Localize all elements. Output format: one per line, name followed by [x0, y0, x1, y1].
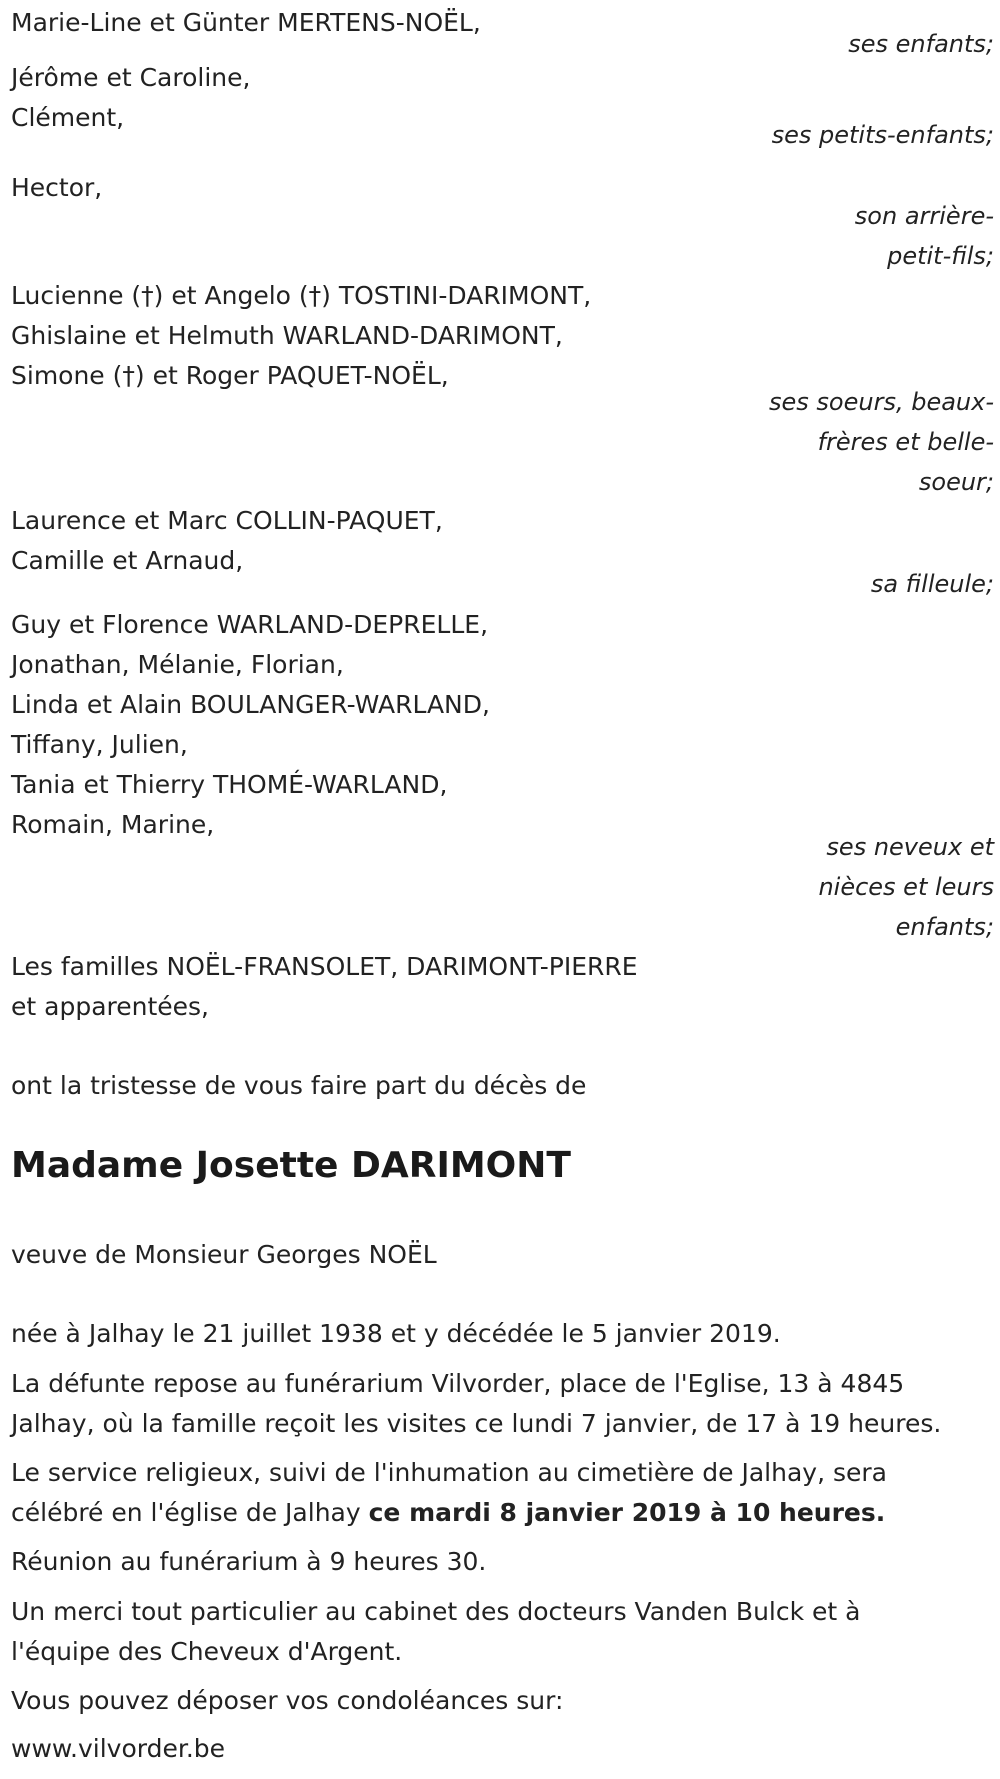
service-line-2 — [11, 1493, 885, 1533]
family-name-line: Ghislaine et Helmuth WARLAND-DARIMONT, — [11, 321, 563, 350]
family-name-line: Tiffany, Julien, — [11, 730, 188, 759]
birth-death-text: née à Jalhay le 21 juillet 1938 et y décédée le 5 janvier 2019. — [11, 1319, 781, 1348]
website-link[interactable]: www.vilvorder.be — [11, 1734, 226, 1763]
family-name-line: Simone (†) et Roger PAQUET-NOËL, — [11, 361, 449, 390]
family-name-line: Tania et Thierry THOMÉ-WARLAND, — [11, 770, 448, 799]
funerarium-line-1: La défunte repose au funérarium Vilvorder, place de l'Eglise, 13 à 4845 — [11, 1369, 905, 1398]
meeting-text: Réunion au funérarium à 9 heures 30. — [11, 1547, 487, 1576]
family-name-line: Les familles NOËL-FRANSOLET, DARIMONT-PIERRE — [11, 952, 638, 981]
family-name-line: Clément, — [11, 103, 125, 132]
relation-line: ses enfants; — [848, 30, 994, 58]
family-name-line: Marie-Line et Günter MERTENS-NOËL, — [11, 8, 481, 37]
relation-line: ses soeurs, beaux- — [769, 388, 994, 416]
family-name-line: Lucienne (†) et Angelo (†) TOSTINI-DARIMONT, — [11, 281, 592, 310]
relation-line: petit-fils; — [887, 242, 994, 270]
family-name-line: Guy et Florence WARLAND-DEPRELLE, — [11, 610, 489, 639]
relation-line: son arrière- — [854, 202, 994, 230]
relation-great-grandchild — [11, 196, 994, 276]
family-group-families — [11, 947, 1000, 1027]
family-group-nephews — [11, 605, 1000, 845]
relation-line: ses petits-enfants; — [771, 121, 994, 149]
relation-goddaughter — [11, 564, 994, 604]
relation-siblings — [11, 382, 994, 502]
widow-of-text: veuve de Monsieur Georges NOËL — [11, 1240, 437, 1269]
service-line-1: Le service religieux, suivi de l'inhumation au cimetière de Jalhay, sera — [11, 1458, 887, 1487]
relation-grandchildren — [11, 115, 994, 155]
relation-line: sa filleule; — [870, 570, 994, 598]
family-name-line: Laurence et Marc COLLIN-PAQUET, — [11, 506, 443, 535]
thanks-line-1: Un merci tout particulier au cabinet des docteurs Vanden Bulck et à — [11, 1597, 861, 1626]
relation-line: frères et belle- — [817, 428, 994, 456]
family-name-line: Jonathan, Mélanie, Florian, — [11, 650, 344, 679]
announcement-text: ont la tristesse de vous faire part du décès de — [11, 1071, 587, 1100]
family-name-line: Romain, Marine, — [11, 810, 215, 839]
family-name-line: Hector, — [11, 173, 103, 202]
deceased-name: Madame Josette DARIMONT — [11, 1145, 571, 1186]
family-name-line: Camille et Arnaud, — [11, 546, 244, 575]
condolences-text: Vous pouvez déposer vos condoléances sur: — [11, 1686, 564, 1715]
relation-line: enfants; — [895, 913, 994, 941]
family-group-siblings — [11, 276, 1000, 396]
service-line-2-plain: célébré en l'église de Jalhay — [11, 1498, 369, 1527]
relation-line: nièces et leurs — [818, 873, 994, 901]
family-name-line: Jérôme et Caroline, — [11, 63, 251, 92]
family-name-line: et apparentées, — [11, 992, 209, 1021]
family-name-line: Linda et Alain BOULANGER-WARLAND, — [11, 690, 490, 719]
funerarium-line-2: Jalhay, où la famille reçoit les visites ce lundi 7 janvier, de 17 à 19 heures. — [11, 1409, 942, 1438]
relation-line: soeur; — [918, 468, 994, 496]
relation-nephews — [11, 827, 994, 947]
service-date-bold: ce mardi 8 janvier 2019 à 10 heures. — [368, 1498, 886, 1527]
relation-line: ses neveux et — [826, 833, 994, 861]
thanks-line-2: l'équipe des Cheveux d'Argent. — [11, 1637, 403, 1666]
